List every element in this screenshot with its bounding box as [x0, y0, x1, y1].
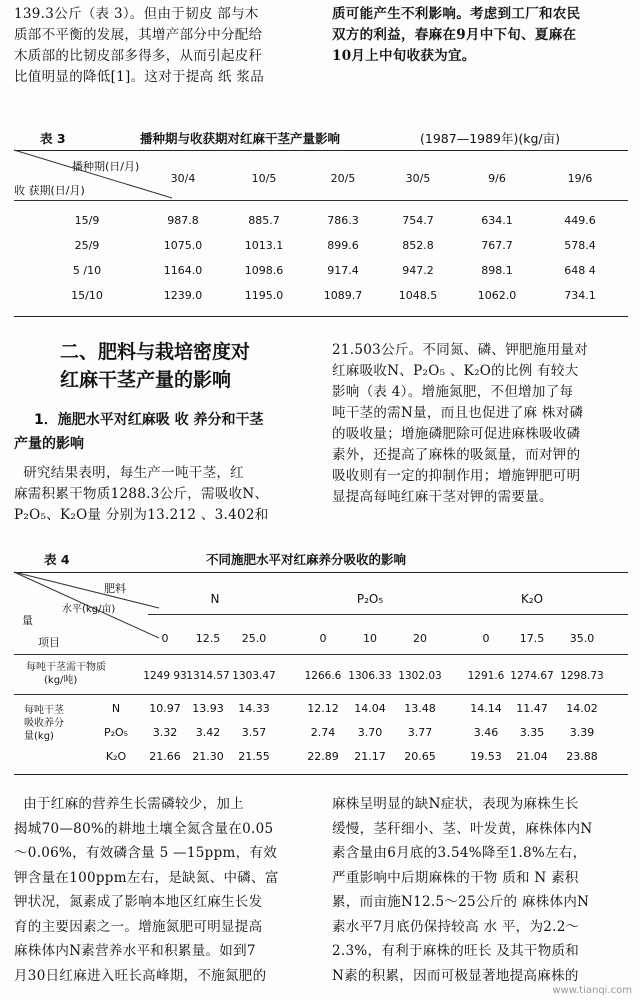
text-line: 月30日红麻进入旺长高峰期，不施氮肥的 — [14, 967, 267, 984]
table3-cell: 1062.0 — [477, 289, 517, 302]
table4-level-header: 20 — [413, 632, 427, 645]
text-line: 麻株体内N素营养水平和积累量。如到7 — [14, 943, 256, 959]
table3-cell: 734.1 — [564, 289, 596, 302]
table4-level-header: 0 — [161, 632, 169, 645]
table3-cell: 898.1 — [481, 264, 513, 277]
table4-group-header: N — [210, 592, 220, 606]
table4-dry-cell: 1249 93 — [143, 670, 187, 682]
table4-level-header: 0 — [482, 632, 490, 645]
table3-number: 表 3 — [40, 131, 66, 146]
text-line: 吨干茎的需N量，而且也促进了麻 株对磷 — [332, 405, 584, 421]
table4-header-rule — [14, 654, 628, 655]
table3-cell: 947.2 — [402, 264, 434, 277]
table4-dry-cell: 1302.03 — [398, 670, 442, 682]
section2-right-text — [332, 340, 632, 508]
text-line: 红麻吸收N、P₂O₅ 、K₂O的比例 有较大 — [332, 363, 579, 379]
table3-cell: 1195.0 — [244, 289, 284, 302]
text-line: 的吸收量；增施磷肥除可促进麻株吸收磷 — [332, 426, 581, 442]
nutrient-label-line: 每吨干茎 — [24, 705, 64, 716]
text-line: 显提高每吨红麻干茎对钾的需要量。 — [332, 489, 553, 505]
table3-row-label: 15/10 — [71, 289, 103, 302]
table4-number: 表 4 — [44, 552, 70, 567]
section-heading — [60, 338, 250, 394]
table3-row-label: 25/9 — [74, 239, 100, 252]
text-line: 麻需积累干物质1288.3公斤，需吸收N、 — [14, 486, 269, 502]
table4-nutrient-cell: 3.46 — [473, 726, 499, 739]
table3-header-rule — [14, 200, 628, 201]
text-line: P₂O₅、K₂O量 分别为13.212 、3.402和 — [14, 507, 269, 523]
text-line: ～0.06%，有效磷含量 5 —15ppm，有效 — [14, 845, 278, 861]
table4-nutrient-cell: 21.04 — [516, 750, 548, 763]
table3-cell: 578.4 — [564, 239, 596, 252]
table4-nutrient-cell: 14.33 — [238, 702, 270, 715]
text-line: 质部不平衡的发展，其增产部分中分配给 — [14, 27, 263, 43]
table4-nutrient-cell: 13.48 — [404, 702, 436, 715]
table4-group-header: K₂O — [520, 592, 544, 606]
section-heading-line: 红麻干茎产量的影响 — [60, 369, 232, 391]
subsection-heading-line: 1．施肥水平对红麻吸 收 养分和干茎 — [34, 412, 264, 428]
text-line: 双方的利益，春麻在9月中下旬、夏麻在 — [332, 27, 577, 43]
table4-nutrient-cell: 21.55 — [238, 750, 270, 763]
table4-dry-cell: 1298.73 — [560, 670, 604, 682]
watermark: www.tianqi.com — [552, 985, 632, 996]
table4-dry-cell: 1314.57 — [186, 670, 230, 682]
table3-cell: 1098.6 — [244, 264, 284, 277]
table4-corner-fert: 肥料 — [104, 582, 126, 595]
text-line: 影响（表 4）。增施氮肥，不但增加了每 — [332, 384, 574, 400]
table4-nutrient-cell: 14.04 — [354, 702, 386, 715]
section2-left-text — [14, 463, 324, 526]
text-line: 素外，还提高了麻株的吸氮量，而对钾的 — [332, 447, 581, 463]
table3-bottom-rule — [14, 316, 628, 317]
table3-col-header: 30/5 — [405, 172, 431, 185]
subsection-heading-line: 产量的影响 — [14, 436, 84, 452]
text-line: 素水平7月底仍保持较高 水 平，为2.2～ — [332, 918, 580, 935]
table3-cell: 899.6 — [327, 239, 359, 252]
table3-cell: 767.7 — [481, 239, 513, 252]
text-line: 2.3%，有利于麻株的旺长 及其干物质和 — [332, 943, 580, 959]
table4-nutrient-cell: 3.70 — [357, 726, 383, 739]
table4-dry-cell: 1306.33 — [348, 670, 392, 682]
table3-sow-header: 播种期(日/月) — [72, 160, 140, 173]
table3-cell: 1048.5 — [398, 289, 438, 302]
text-line: 素含量由6月底的3.54%降至1.8%左右， — [332, 845, 587, 861]
table4-dry-rule — [14, 694, 628, 695]
table4-nutrient-cell: 14.02 — [566, 702, 598, 715]
bottom-left-text — [14, 792, 326, 988]
table3-cell: 1089.7 — [323, 289, 363, 302]
table4-nutrient-cell: 3.39 — [569, 726, 595, 739]
text-line: 139.3公斤（表 3）。但由于韧皮 部与木 — [14, 6, 259, 22]
table4-nutrient-cell: 23.88 — [566, 750, 598, 763]
text-line: 木质部的比韧皮部多得多，从而引起皮秆 — [14, 48, 263, 64]
table4-corner-level: 水平(kg/亩) — [62, 604, 116, 615]
text-line: 由于红麻的营养生长需磷较少，加上 — [14, 796, 244, 812]
text-line: 吸收则有一定的抑制作用；增施钾肥可明 — [332, 468, 581, 484]
table4-nutrient-cell: 14.14 — [470, 702, 502, 715]
dry-label-line: 每吨干茎需干物质 — [26, 662, 106, 673]
nutrient-label-line: 量(kg) — [24, 731, 54, 742]
table3-col-header: 10/5 — [251, 172, 277, 185]
table4-dry-cell: 1266.6 — [304, 670, 342, 682]
table4-group-header: P₂O₅ — [356, 592, 384, 606]
table4-nutrient-cell: 20.65 — [404, 750, 436, 763]
table4-nutrient-cell: 3.42 — [195, 726, 221, 739]
section-heading-line: 二、肥料与栽培密度对 — [60, 341, 251, 363]
table4-nutrient-cell: 21.66 — [149, 750, 181, 763]
text-line: 质可能产生不利影响。考虑到工厂和农民 — [332, 6, 581, 22]
table4-corner-item: 项目 — [38, 636, 60, 649]
text-line: 比值明显的降低[1]。这对于提高 纸 浆品 — [14, 69, 265, 85]
text-line: N素的积累，因而可极显著地提高麻株的 — [332, 967, 579, 984]
table4-nutrient-cell: 10.97 — [149, 702, 181, 715]
table3-col-header: 9/6 — [488, 172, 506, 185]
table4-nutrient-label-cell: P₂O₅ — [103, 726, 129, 739]
text-line: 10月上中旬收获为宜。 — [332, 48, 476, 64]
table4-nutrient-cell: 3.57 — [241, 726, 267, 739]
table4-level-header: 17.5 — [519, 632, 545, 645]
table3-col-header: 20/5 — [330, 172, 356, 185]
table4-dry-label — [26, 661, 106, 687]
table4-nutrient-label-cell: K₂O — [105, 750, 127, 763]
table4-nutrient-cell: 12.12 — [307, 702, 339, 715]
table4-level-header: 0 — [319, 632, 327, 645]
table3-cell: 648 4 — [564, 264, 596, 277]
table4-nutrient-cell: 21.30 — [192, 750, 224, 763]
top-right-text — [332, 4, 632, 67]
table4-level-header: 25.0 — [241, 632, 267, 645]
table3-cell: 1239.0 — [163, 289, 203, 302]
table3-cell: 885.7 — [248, 214, 280, 227]
table4-nutrient-cell: 22.89 — [307, 750, 339, 763]
nutrient-label-line: 吸收养分 — [24, 718, 64, 729]
table3-cell: 917.4 — [327, 264, 359, 277]
table4-nutrient-cell: 19.53 — [470, 750, 502, 763]
table4-nutrient-cell: 3.32 — [152, 726, 178, 739]
table3-cell: 754.7 — [402, 214, 434, 227]
dry-label-line: (kg/吨) — [44, 675, 78, 686]
text-line: 缓慢，茎秆细小、茎、叶发黄，麻株体内N — [332, 820, 593, 837]
table4-nutrient-label — [24, 704, 64, 743]
bottom-right-text — [332, 792, 632, 988]
table3-cell: 786.3 — [327, 214, 359, 227]
table4-title: 不同施肥水平对红麻养分吸收的影响 — [206, 552, 407, 567]
table4-dry-cell: 1291.6 — [467, 670, 505, 682]
table3-cell: 1075.0 — [163, 239, 203, 252]
table4-level-header: 12.5 — [195, 632, 221, 645]
table3-period: (1987—1989年)(kg/亩) — [420, 131, 561, 146]
table4-corner-amount: 量 — [22, 614, 33, 627]
table3-row-label: 5 /10 — [72, 264, 102, 277]
table4-nutrient-cell: 13.93 — [192, 702, 224, 715]
table4-nutrient-cell: 3.77 — [407, 726, 433, 739]
top-left-text — [14, 4, 314, 88]
table4-level-header: 10 — [363, 632, 377, 645]
table3-harvest-header: 收 获期(日/月) — [14, 184, 85, 197]
table3-row-label: 15/9 — [74, 214, 100, 227]
table4-dry-cell: 1303.47 — [232, 670, 276, 682]
subsection-heading — [14, 408, 264, 456]
text-line: 累，而亩施N12.5～25公斤的 麻株体内N — [332, 894, 590, 910]
table4-bottom-rule — [14, 774, 628, 775]
table3-col-header: 30/4 — [170, 172, 196, 185]
table3-cell: 852.8 — [402, 239, 434, 252]
text-line: 揭城70—80%的耕地土壤全氮含量在0.05 — [14, 820, 274, 837]
table4-nutrient-cell: 3.35 — [519, 726, 545, 739]
text-line: 21.503公斤。不同氮、磷、钾肥施用量对 — [332, 342, 589, 358]
table4-level-header: 35.0 — [569, 632, 595, 645]
table3-title: 播种期与收获期对红麻干茎产量影响 — [140, 131, 341, 146]
table4-nutrient-cell: 11.47 — [516, 702, 548, 715]
table3-cell: 1013.1 — [244, 239, 284, 252]
table3-cell: 449.6 — [564, 214, 596, 227]
text-line: 严重影响中后期麻株的干物 质和 N 素积 — [332, 869, 579, 886]
text-line: 钾含量在100ppm左右，是缺氮、中磷、富 — [14, 869, 279, 886]
text-line: 研究结果表明，每生产一吨干茎，红 — [14, 465, 244, 481]
table4-nutrient-cell: 2.74 — [310, 726, 336, 739]
table3-col-header: 19/6 — [567, 172, 593, 185]
table4-nutrient-cell: 21.17 — [354, 750, 386, 763]
table4-dry-cell: 1274.67 — [510, 670, 554, 682]
table3-cell: 634.1 — [481, 214, 513, 227]
text-line: 麻株呈明显的缺N症状，表现为麻株生长 — [332, 796, 579, 812]
text-line: 育的主要因素之一。增施氮肥可明显提高 — [14, 918, 263, 935]
table3-cell: 1164.0 — [163, 264, 203, 277]
table4-group-rule — [148, 614, 628, 615]
text-line: 钾状况，氮素成了影响本地区红麻生长发 — [14, 894, 263, 910]
table3-cell: 987.8 — [167, 214, 199, 227]
table4-nutrient-label-cell: N — [111, 702, 121, 715]
